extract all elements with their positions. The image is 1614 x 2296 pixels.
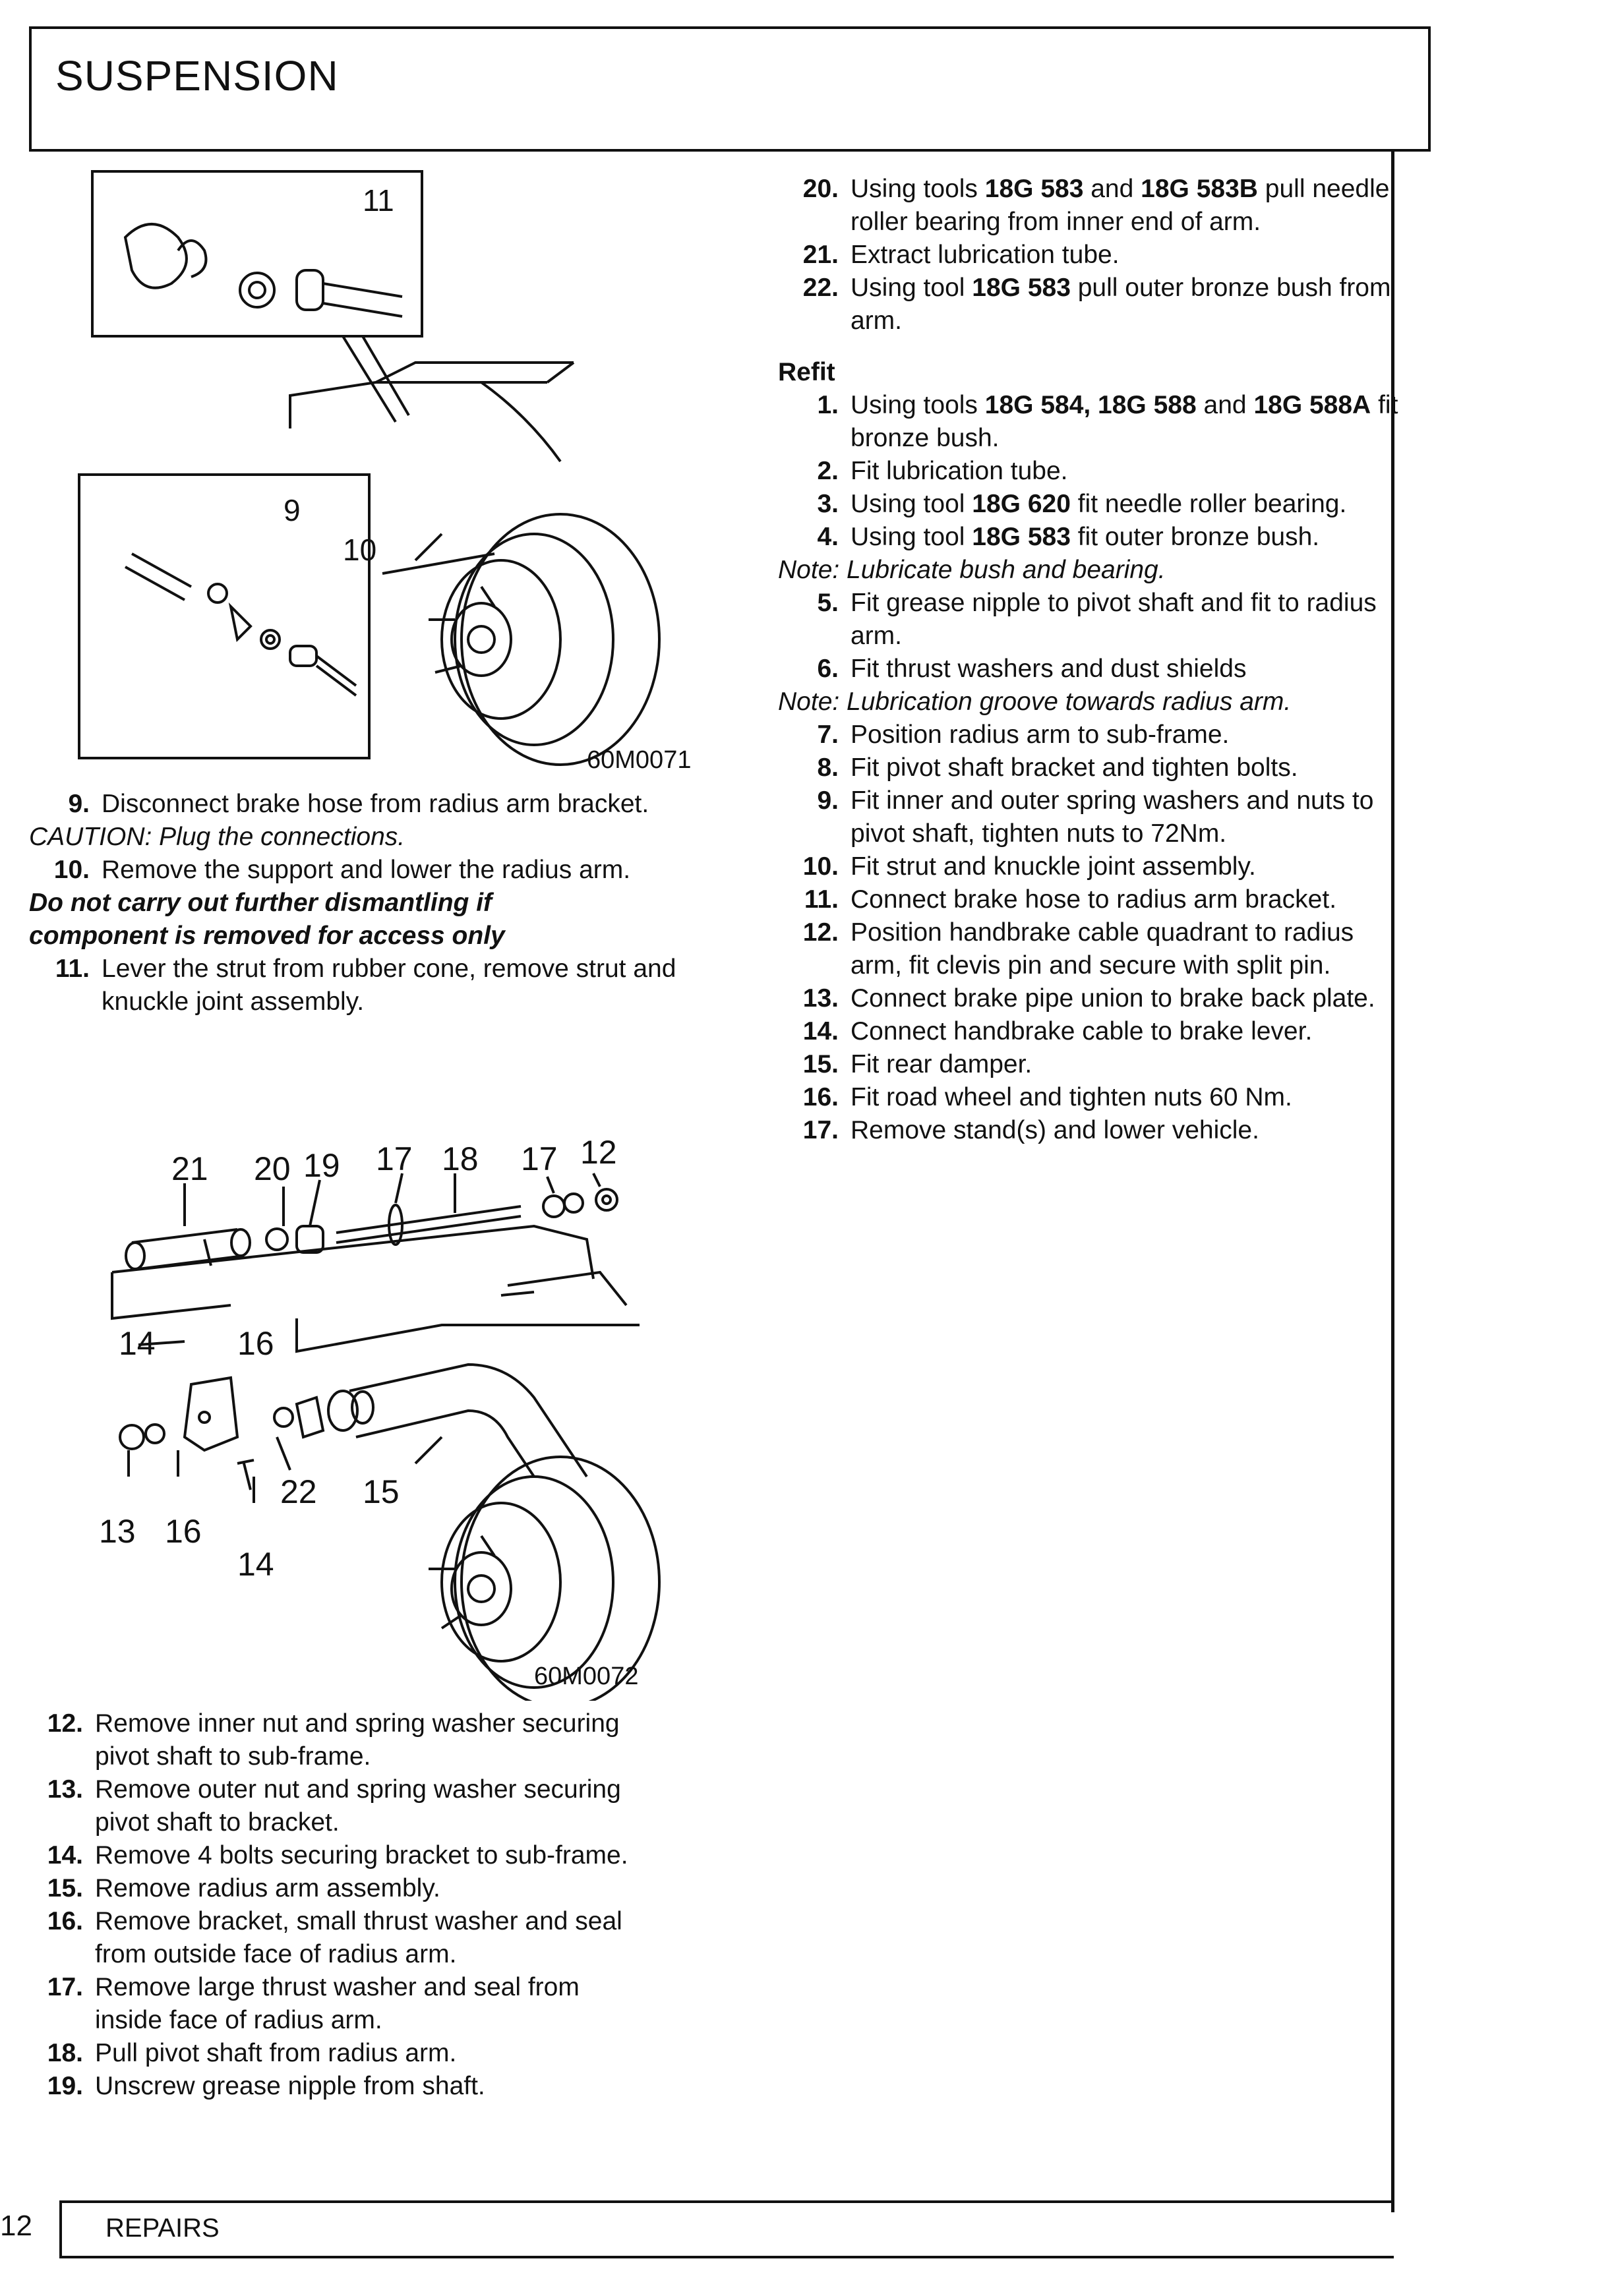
callout-10: 10 [343,533,377,567]
footer-divider [59,2256,1394,2258]
step-17: 17. Remove large thrust washer and seal from inside face of radius arm. [47,1973,580,2034]
callout-14b: 14 [237,1546,274,1583]
left-column-lower [22,1707,629,2103]
refit-step-3: 3. Using tool 18G 620 fit needle roller bearing. [817,490,1347,518]
caution-note: CAUTION: Plug the connections. [29,823,405,851]
figure-code: 60M0071 [587,746,692,774]
callout-19: 19 [303,1147,340,1184]
step-20: 20. Using tools 18G 583 and 18G 583B pull needle roller bearing from inner end of arm. [802,175,1390,236]
header-divider [29,149,1431,152]
refit-step-17: 17. Remove stand(s) and lower vehicle. [802,1116,1259,1144]
left-column-upper [29,788,688,1018]
page-title: SUSPENSION [55,52,339,100]
figure-code: 60M0072 [534,1663,639,1690]
refit-step-5: 5. Fit grease nipple to pivot shaft and fit to radius arm. [817,589,1377,650]
step-22: 22. Using tool 18G 583 pull outer bronze bush from arm. [802,274,1391,335]
refit-step-6: 6. Fit thrust washers and dust shields [817,655,1247,683]
step-13: 13. Remove outer nut and spring washer securing pivot shaft to bracket. [47,1775,621,1837]
callout-16b: 16 [165,1513,202,1550]
callout-13: 13 [99,1513,136,1550]
callout-17a: 17 [376,1140,413,1177]
refit-step-13: 13. Connect brake pipe union to brake back plate. [802,984,1375,1013]
step-19: 19. Unscrew grease nipple from shaft. [47,2072,485,2100]
figure-60m0071 [73,165,705,778]
refit-step-1: 1. Using tools 18G 584, 18G 588 and 18G 588A fit bronze bush. [817,391,1398,452]
callout-17b: 17 [521,1140,558,1177]
refit-step-15: 15. Fit rear damper. [802,1050,1032,1078]
refit-step-8: 8. Fit pivot shaft bracket and tighten bolts. [817,753,1298,782]
callout-22: 22 [280,1473,317,1510]
right-column [778,173,1411,1147]
refit-step-16: 16. Fit road wheel and tighten nuts 60 Nm. [802,1083,1292,1111]
warning-note: Do not carry out further dismantling if component is removed for access only [29,889,505,950]
refit-step-4: 4. Using tool 18G 583 fit outer bronze bush. [817,523,1320,551]
footer-section-label: REPAIRS [105,2214,220,2243]
callout-18: 18 [442,1140,479,1177]
refit-step-11: 11. Connect brake hose to radius arm bracket. [804,885,1337,914]
step-21: 21. Extract lubrication tube. [802,241,1120,269]
callout-15: 15 [363,1473,400,1510]
step-18: 18. Pull pivot shaft from radius arm. [47,2039,457,2067]
refit-step-7: 7. Position radius arm to sub-frame. [817,721,1230,749]
step-16: 16. Remove bracket, small thrust washer and seal from outside face of radius arm. [47,1907,622,1968]
step-14: 14. Remove 4 bolts securing bracket to sub-frame. [47,1841,628,1869]
note-lubricate: Note: Lubricate bush and bearing. [778,556,1166,584]
footer-frame [59,2200,1394,2256]
step-9: 9. Disconnect brake hose from radius arm bracket. [68,790,649,818]
callout-12: 12 [580,1134,617,1171]
callout-21: 21 [171,1150,208,1187]
refit-step-12: 12. Position handbrake cable quadrant to radius arm, fit clevis pin and secure with split pin. [802,918,1354,980]
callout-20: 20 [254,1150,291,1187]
step-10: 10. Remove the support and lower the radius arm. [53,856,631,884]
figure-60m0072 [73,1107,705,1701]
page-number: 12 [0,2210,32,2242]
refit-step-10: 10. Fit strut and knuckle joint assembly. [802,852,1256,881]
note-groove: Note: Lubrication groove towards radius arm. [778,688,1292,716]
refit-heading: Refit [778,358,835,386]
refit-step-2: 2. Fit lubrication tube. [817,457,1068,485]
refit-step-9: 9. Fit inner and outer spring washers and nuts to pivot shaft, tighten nuts to 72Nm. [817,786,1374,848]
step-15: 15. Remove radius arm assembly. [47,1874,440,1902]
inset-box-9 [79,475,369,758]
callout-16a: 16 [237,1325,274,1362]
step-11: 11. Lever the strut from rubber cone, remove strut and knuckle joint assembly. [55,955,676,1016]
callout-14a: 14 [119,1325,156,1362]
refit-step-14: 14. Connect handbrake cable to brake lever. [802,1017,1313,1045]
callout-11: 11 [363,183,394,218]
step-12: 12. Remove inner nut and spring washer securing pivot shaft to sub-frame. [47,1709,620,1771]
callout-9: 9 [284,493,301,527]
